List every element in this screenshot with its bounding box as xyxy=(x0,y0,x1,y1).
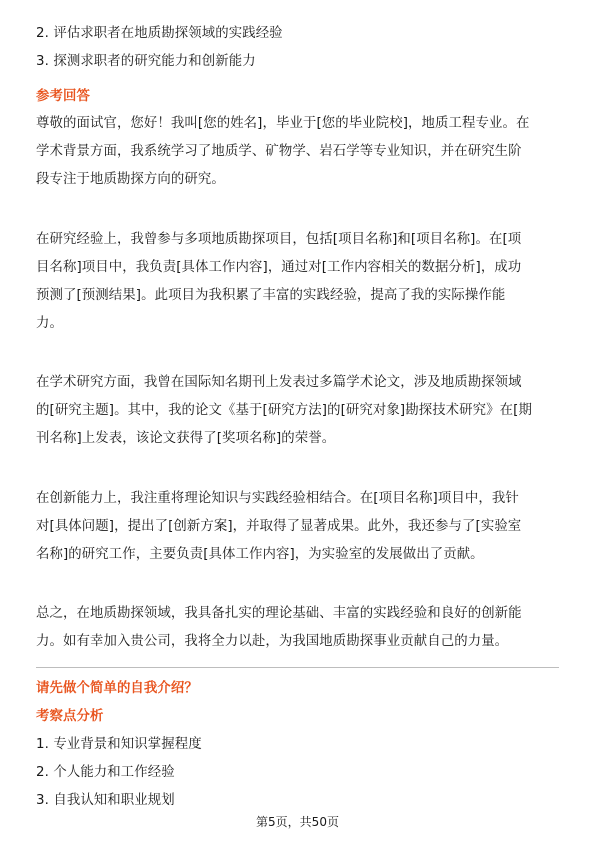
paragraph-line: 总之，在地质勘探领域，我具备扎实的理论基础、丰富的实践经验和良好的创新能 xyxy=(36,606,522,621)
list-item: 1. 专业背景和知识掌握程度 xyxy=(36,737,202,752)
analysis-heading: 考察点分析 xyxy=(36,709,104,724)
question-heading: 请先做个简单的自我介绍？ xyxy=(36,681,198,696)
paragraph-line: 力。 xyxy=(36,316,63,331)
list-item: 2. 评估求职者在地质勘探领域的实践经验 xyxy=(36,26,283,41)
paragraph-line: 的[研究主题]。其中，我的论文《基于[研究方法]的[研究对象]勘探技术研究》在[期 xyxy=(36,403,532,418)
paragraph-line: 力。如有幸加入贵公司，我将全力以赴，为我国地质勘探事业贡献自己的力量。 xyxy=(36,634,509,649)
list-item: 2. 个人能力和工作经验 xyxy=(36,765,175,780)
paragraph-line: 段专注于地质勘探方向的研究。 xyxy=(36,172,225,187)
paragraph-line: 名称]的研究工作，主要负责[具体工作内容]，为实验室的发展做出了贡献。 xyxy=(36,547,484,562)
paragraph-line: 刊名称]上发表，该论文获得了[奖项名称]的荣誉。 xyxy=(36,431,336,446)
page-number: 第5页，共50页 xyxy=(256,815,339,829)
answer-heading: 参考回答 xyxy=(36,89,90,104)
paragraph-line: 学术背景方面，我系统学习了地质学、矿物学、岩石学等专业知识，并在研究生阶 xyxy=(36,144,522,159)
list-item: 3. 探测求职者的研究能力和创新能力 xyxy=(36,54,256,69)
paragraph-line: 目名称]项目中，我负责[具体工作内容]，通过对[工作内容相关的数据分析]，成功 xyxy=(36,260,522,275)
paragraph-line: 在研究经验上，我曾参与多项地质勘探项目，包括[项目名称]和[项目名称]。在[项 xyxy=(36,232,522,247)
paragraph-line: 在学术研究方面，我曾在国际知名期刊上发表过多篇学术论文，涉及地质勘探领域 xyxy=(36,375,522,390)
list-item: 3. 自我认知和职业规划 xyxy=(36,793,175,808)
section-divider xyxy=(36,667,559,668)
paragraph-line: 在创新能力上，我注重将理论知识与实践经验相结合。在[项目名称]项目中，我针 xyxy=(36,491,519,506)
paragraph-line: 对[具体问题]，提出了[创新方案]，并取得了显著成果。此外，我还参与了[实验室 xyxy=(36,519,522,534)
paragraph-line: 预测了[预测结果]。此项目为我积累了丰富的实践经验，提高了我的实际操作能 xyxy=(36,288,506,303)
paragraph-line: 尊敬的面试官，您好！我叫[您的姓名]，毕业于[您的毕业院校]，地质工程专业。在 xyxy=(36,116,530,131)
